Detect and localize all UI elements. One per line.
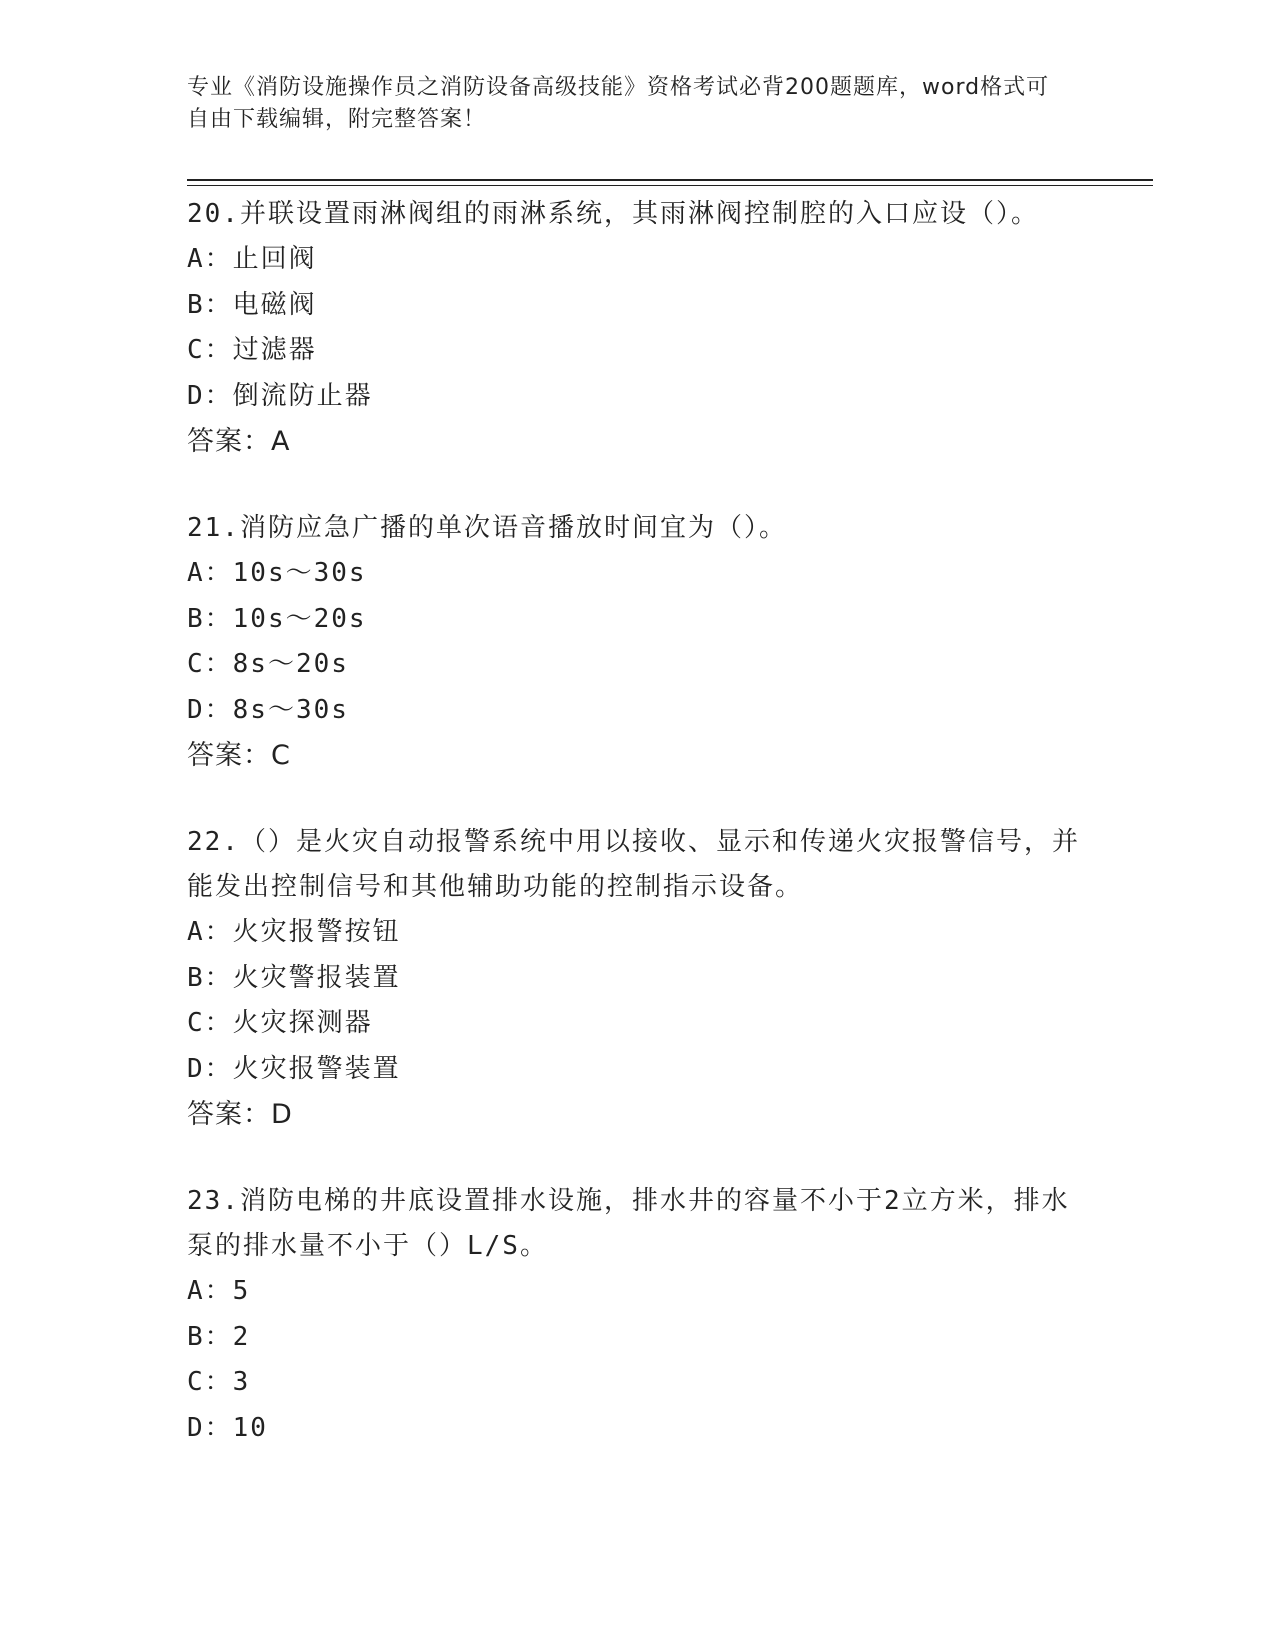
question-22	[187, 820, 1087, 1137]
option-b: B：10s～20s	[187, 603, 367, 634]
option-a: A：5	[187, 1276, 251, 1306]
question-list	[187, 192, 1087, 1493]
answer-line: 答案：C	[187, 740, 291, 771]
question-stem: 23.消防电梯的井底设置排水设施，排水井的容量不小于2立方米，排水泵的排水量不小于（）L/S。	[187, 1186, 1070, 1261]
option-a: A：止回阀	[187, 244, 317, 274]
answer-line: 答案：D	[187, 1099, 293, 1130]
option-d: D：10	[187, 1412, 268, 1443]
option-c: C：3	[187, 1367, 251, 1397]
question-stem: 20.并联设置雨淋阀组的雨淋系统，其雨淋阀控制腔的入口应设（）。	[187, 199, 1039, 229]
document-header: 专业《消防设施操作员之消防设备高级技能》资格考试必背200题题库，word格式可自由下载编辑，附完整答案！	[187, 75, 1050, 132]
option-b: B：电磁阀	[187, 289, 317, 320]
option-c: C：火灾探测器	[187, 1008, 373, 1038]
header-rule-thin	[187, 185, 1153, 186]
option-a: A：10s～30s	[187, 558, 367, 588]
question-20	[187, 192, 1087, 464]
header-rule-thick	[187, 179, 1153, 181]
option-d: D：倒流防止器	[187, 380, 373, 411]
question-23	[187, 1179, 1087, 1451]
option-b: B：2	[187, 1321, 251, 1352]
option-c: C：过滤器	[187, 335, 317, 365]
option-d: D：8s～30s	[187, 694, 349, 725]
question-stem: 21.消防应急广播的单次语音播放时间宜为（）。	[187, 513, 787, 543]
option-c: C：8s～20s	[187, 649, 349, 679]
question-21	[187, 506, 1087, 778]
question-stem: 22.（）是火灾自动报警系统中用以接收、显示和传递火灾报警信号，并能发出控制信号和其他辅助功能的控制指示设备。	[187, 827, 1080, 902]
option-d: D：火灾报警装置	[187, 1053, 401, 1084]
option-b: B：火灾警报装置	[187, 962, 401, 993]
answer-line: 答案：A	[187, 426, 291, 457]
option-a: A：火灾报警按钮	[187, 917, 401, 947]
